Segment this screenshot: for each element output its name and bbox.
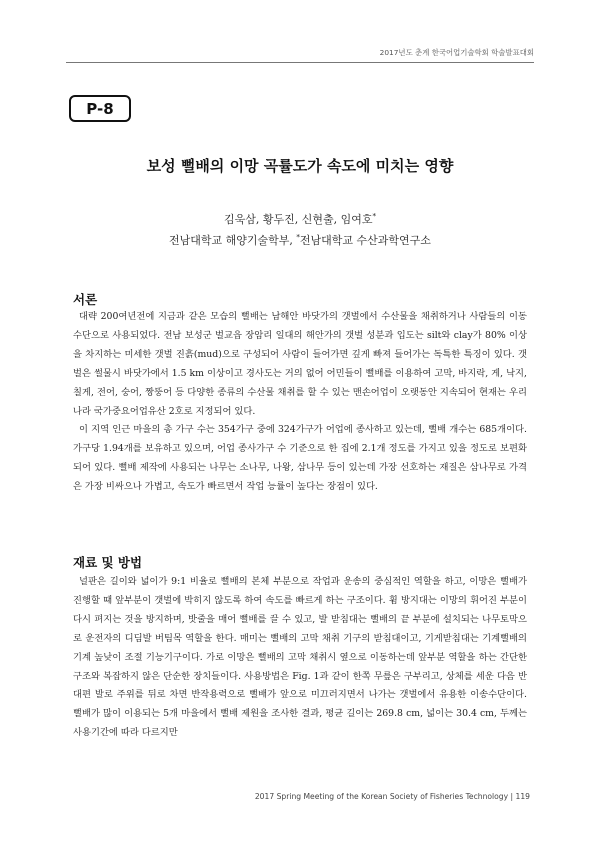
methods-heading: 재료 및 방법 [73, 555, 143, 570]
page-footer: 2017 Spring Meeting of the Korean Society of Fisheries Technology | 119 [254, 792, 530, 801]
authors-text: 김욱삼, 황두진, 신현출, 임여호 [224, 213, 373, 226]
methods-body [73, 573, 527, 743]
affiliation-mark: * [296, 233, 300, 242]
intro-heading: 서론 [73, 292, 98, 307]
author-list [0, 211, 600, 227]
poster-id-badge: P-8 [69, 95, 131, 122]
header-divider [66, 62, 534, 63]
intro-paragraph-1: 대략 200여년전에 지금과 같은 모습의 뻘배는 남해안 바닷가의 갯벌에서 수산물을 채취하거나 사람들의 이동 수단으로 사용되었다. 전남 보성군 벌교읍 장암리 일대의 해안가의 갯벌 성분과 입도는 silt와 clay가 80% 이상을 차지하는 미세한 갯벌 진흙(mud)으로 구성되어 사람이 들어가면 깊게 빠져 들어가는 독특한 특징이 있다. 갯벌은 썰물시 바닷가에서 1.5 km 이상이고 경사도는 거의 없어 어민들이 뻘배를 이용하여 고막, 바지락, 게, 낙지, 칠게, 전어, 숭어, 짱뚱어 등 다양한 종류의 수산물 채취를 할 수 있는 맨손어업이 오랫동안 지속되어 현재는 우리나라 국가중요어업유산 2호로 지정되어 있다. [73, 311, 527, 417]
intro-body [73, 308, 527, 497]
paper-title: 보성 뻘배의 이망 곡률도가 속도에 미치는 영향 [146, 157, 454, 175]
affiliation-a: 전남대학교 해양기술학부, [169, 234, 297, 247]
author-mark: * [372, 212, 376, 221]
methods-paragraph-1: 널판은 길이와 넓이가 9:1 비율로 뻘배의 본체 부분으로 작업과 운송의 중심적인 역할을 하고, 이망은 뻘배가 진행할 때 앞부분이 갯벌에 박히지 않도록 하여 속도를 빠르게 하는 구조이다. 휨 방지대는 이망의 휘어진 부분이 다시 펴지는 것을 방지하며, 밧줄을 매어 뻘배를 끌 수 있고, 발 받침대는 뻘배의 끝 부분에 설치되는 나무토막으로 운전자의 디딤발 버팀목 역할을 한다. 매미는 뻘배의 고막 채취 기구의 받침대이고, 기게받침대는 기계뻘배의 기계 높낮이 조절 기능기구이다. 가로 이망은 뻘배의 고막 채취시 옆으로 이동하는데 앞부분 역할을 하는 간단한 구조와 복잡하지 않은 단순한 장치들이다. 사용방법은 Fig. 1과 같이 한쪽 무릎은 구부리고, 상체를 세운 다음 반대편 발로 주위를 뒤로 차면 반작용력으로 뻘배가 앞으로 미끄러지면서 나가는 갯벌에서 유용한 이송수단이다. 뻘배가 많이 이용되는 5개 마을에서 뻘배 제원을 조사한 결과, 평균 길이는 269.8 cm, 넓이는 30.4 cm, 두께는 사용기간에 따라 다르지만 [73, 576, 527, 739]
intro-paragraph-2: 이 지역 인근 마을의 총 가구 수는 354가구 중에 324가구가 어업에 종사하고 있는데, 뻘배 개수는 685개이다. 가구당 1.94개를 보유하고 있으며, 어업 종사가구 수 기준으로 한 집에 2.1개 정도를 가지고 있을 정도로 보편화되어 있다. 뻘배 제작에 사용되는 나무는 소나무, 나왕, 삼나무 등이 있는데 가장 선호하는 재질은 삼나무로 가격은 가장 비싸으나 가볍고, 속도가 빠르면서 작업 능률이 높다는 장점이 있다. [73, 424, 527, 493]
affiliation [0, 232, 600, 248]
conference-header: 2017년도 춘계 한국어업기술학회 학술발표대회 [379, 48, 534, 57]
affiliation-b: 전남대학교 수산과학연구소 [299, 234, 431, 247]
